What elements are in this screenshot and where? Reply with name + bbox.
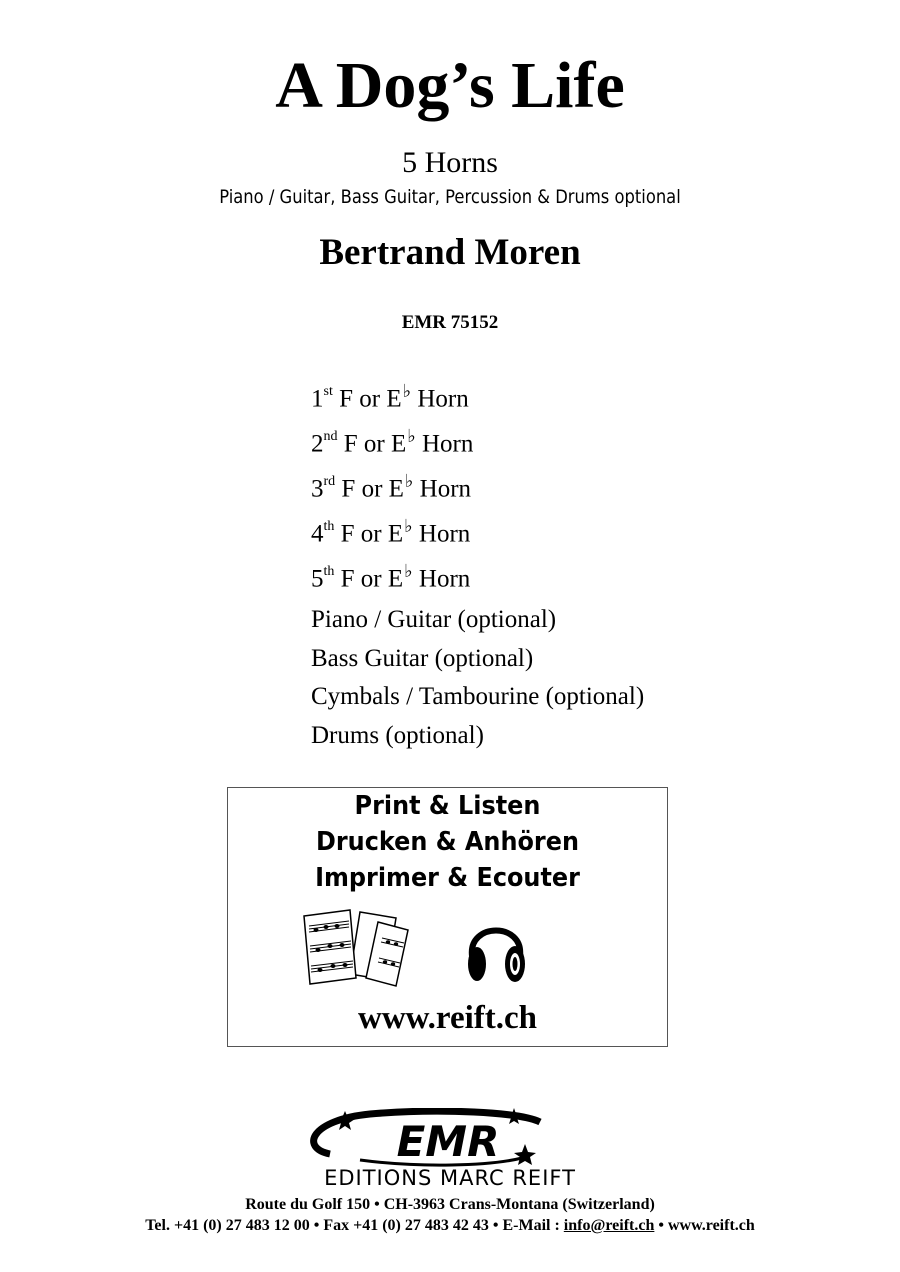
catalog-code: EMR 75152	[401, 312, 499, 333]
subtitle: 5 Horns	[402, 146, 498, 179]
publisher-contact: Tel. +41 (0) 27 483 12 00 • Fax +41 (0) 27 483 42 43 • E-Mail : info@reift.ch • www.reift.ch	[145, 1217, 755, 1234]
print-listen-en: Print & Listen	[354, 791, 541, 821]
optional-parts-list	[311, 601, 644, 755]
print-listen-de: Drucken & Anhören	[316, 827, 579, 857]
horn-part: 2nd F or E♭ Horn	[311, 426, 474, 458]
emr-logo	[290, 1108, 610, 1168]
flat-icon: ♭	[407, 426, 416, 447]
horn-part: 4th F or E♭ Horn	[311, 516, 471, 548]
horn-part: 5th F or E♭ Horn	[311, 561, 471, 593]
print-listen-fr: Imprimer & Ecouter	[315, 863, 580, 893]
optional-part: Piano / Guitar (optional)	[311, 606, 557, 633]
flat-icon: ♭	[404, 561, 413, 582]
optional-part: Cymbals / Tambourine (optional)	[311, 683, 645, 710]
optional-part: Bass Guitar (optional)	[311, 644, 534, 672]
print-listen-box	[227, 787, 668, 1047]
horn-part: 3rd F or E♭ Horn	[311, 471, 472, 503]
flat-icon: ♭	[402, 381, 412, 402]
sheet-music-icon	[300, 908, 410, 988]
instrumentation: Piano / Guitar, Bass Guitar, Percussion & Drums optional	[219, 186, 681, 208]
horn-parts-list	[311, 375, 473, 600]
logo-text: EMR	[396, 1117, 500, 1166]
publisher-name: EDITIONS MARC REIFT	[324, 1166, 576, 1190]
optional-part: Drums (optional)	[311, 721, 484, 749]
flat-icon: ♭	[404, 516, 413, 537]
flat-icon: ♭	[404, 471, 414, 492]
publisher-address: Route du Golf 150 • CH-3963 Crans-Montana (Switzerland)	[245, 1196, 655, 1213]
headphones-icon	[464, 912, 528, 988]
composer: Bertrand Moren	[319, 232, 581, 273]
title: A Dog’s Life	[275, 49, 625, 122]
email-link[interactable]: info@reift.ch	[563, 1217, 655, 1234]
print-listen-url[interactable]: www.reift.ch	[357, 1000, 538, 1036]
horn-part: 1st F or E♭ Horn	[311, 381, 469, 413]
